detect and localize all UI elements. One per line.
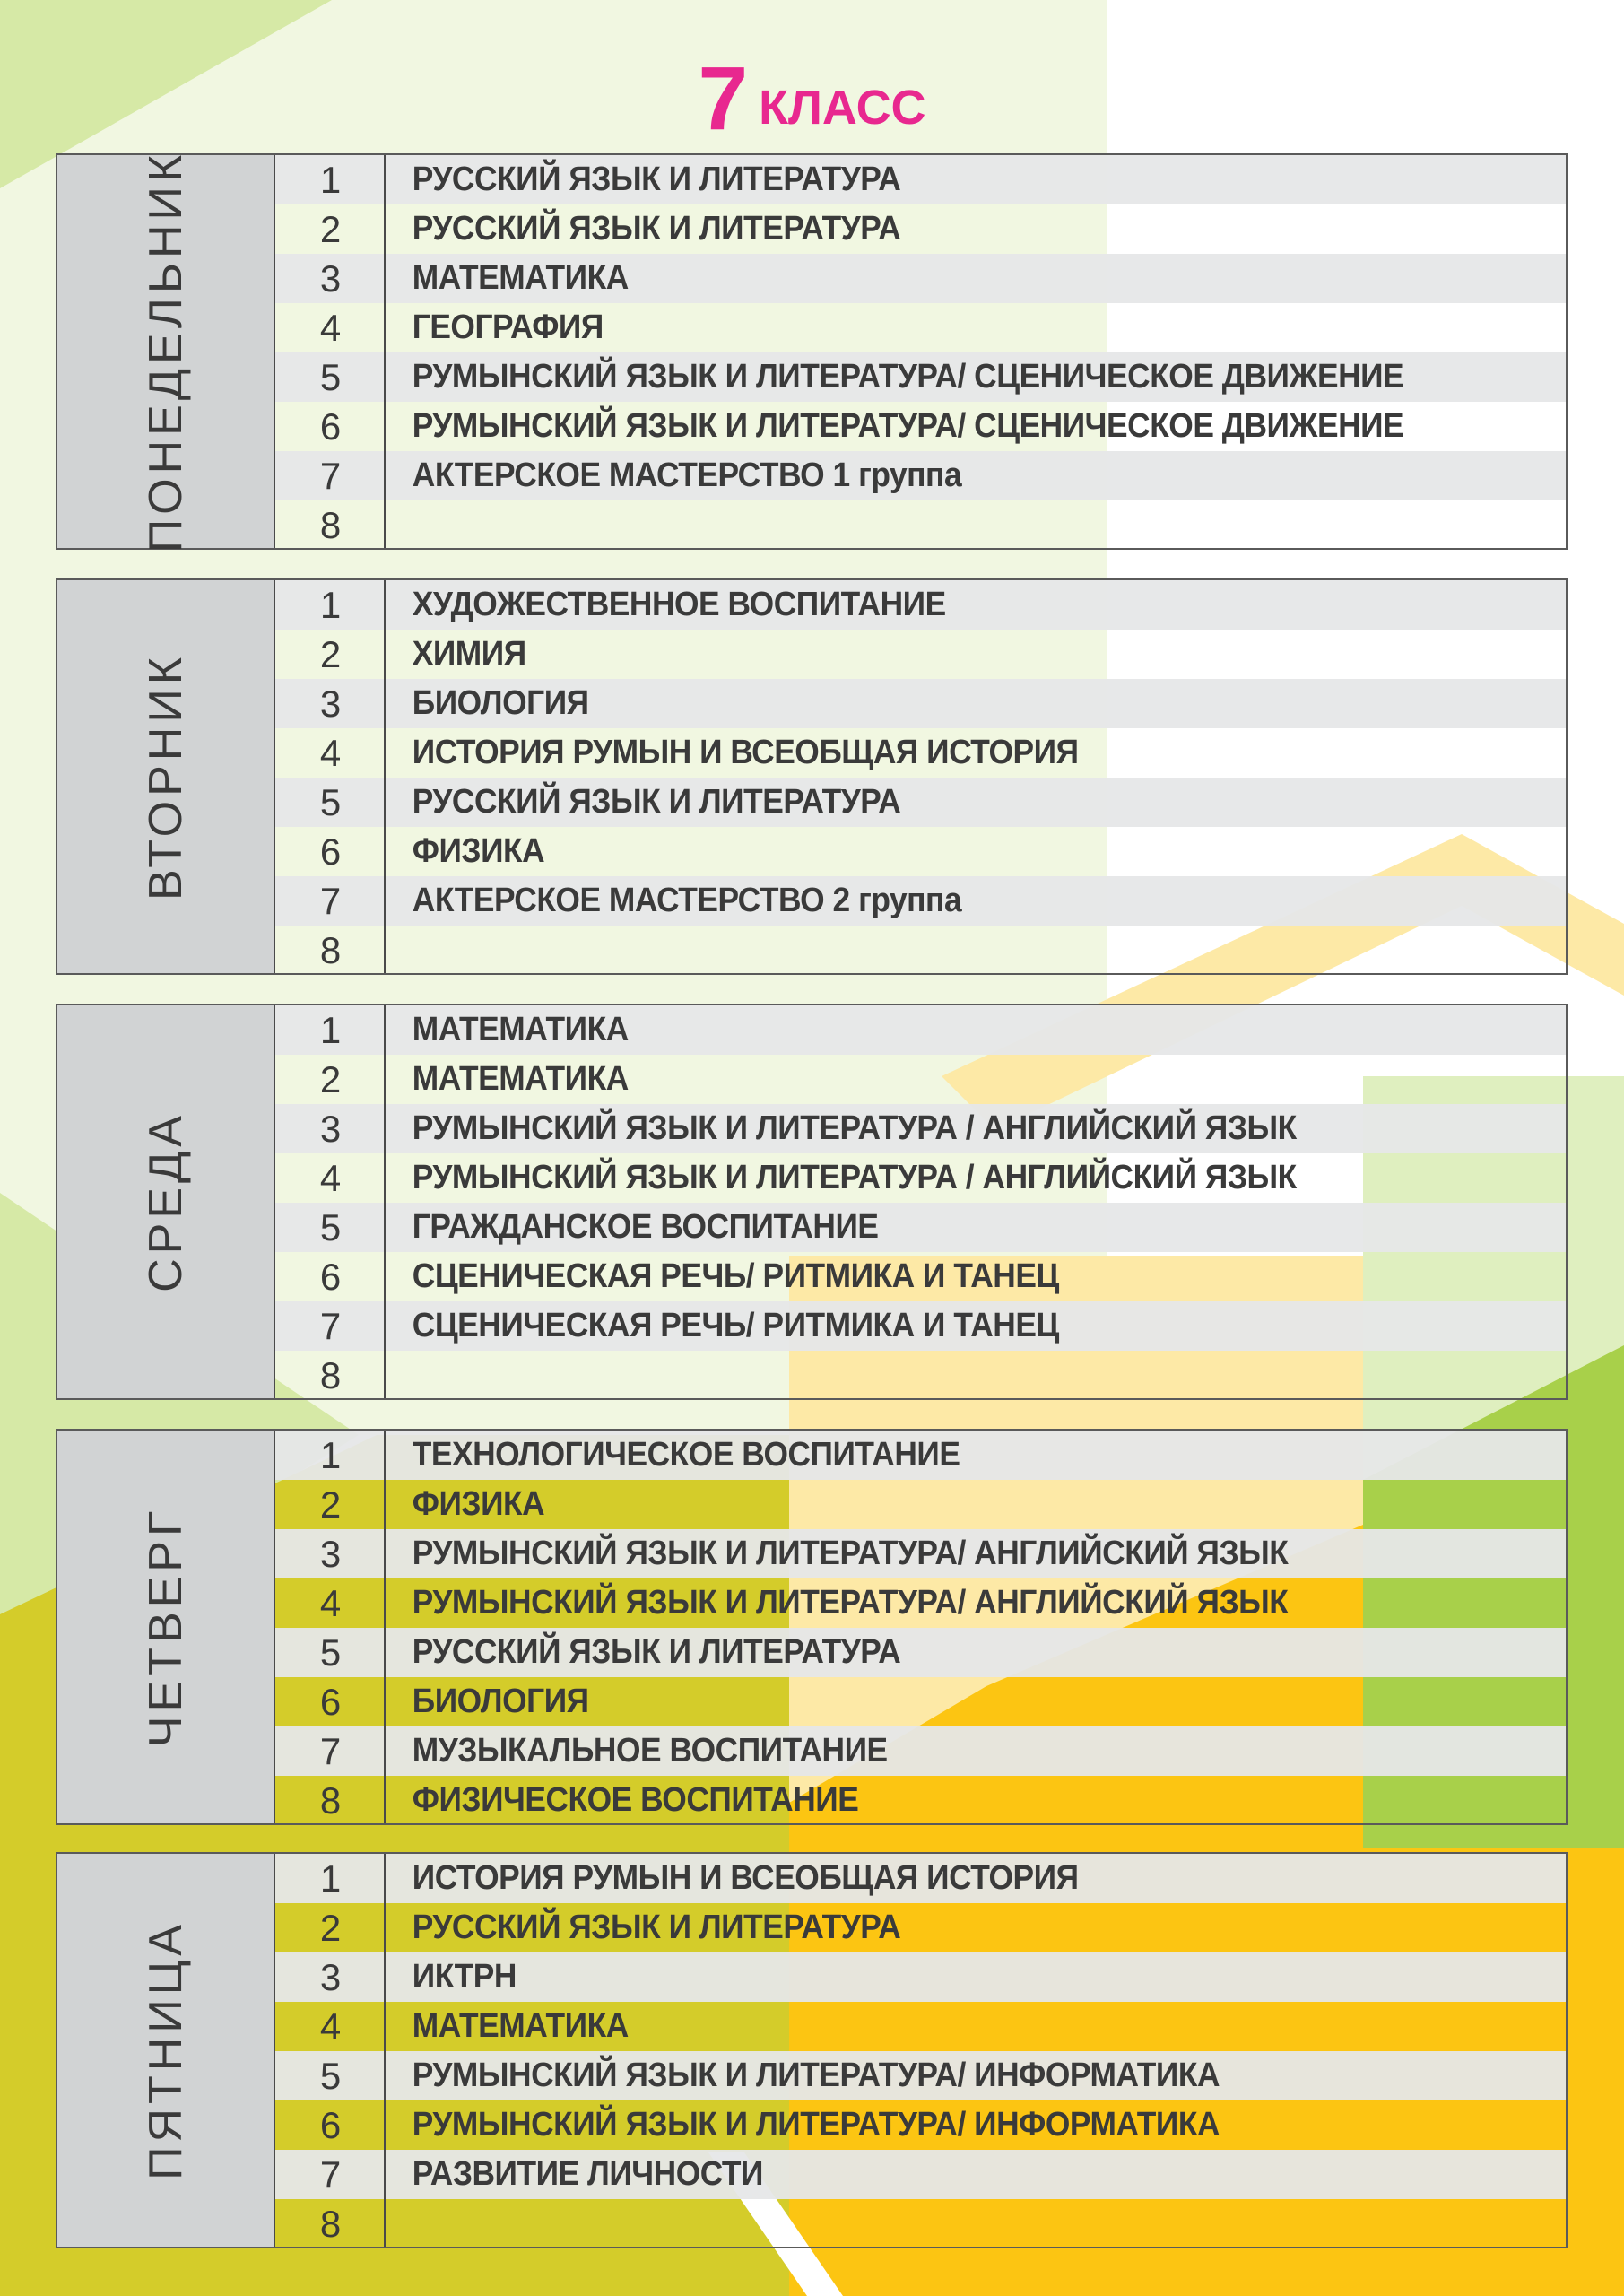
title-class-number: 7 <box>698 48 749 149</box>
lesson-row <box>275 204 1566 254</box>
lesson-row <box>275 2199 1566 2248</box>
lesson-list <box>275 1854 1566 2247</box>
day-name: ПЯТНИЦА <box>139 1920 192 2180</box>
lesson-row <box>275 1203 1566 1252</box>
lesson-subject: РУССКИЙ ЯЗЫК И ЛИТЕРАТУРА <box>412 783 901 821</box>
lesson-number: 5 <box>319 1205 342 1248</box>
lesson-number: 7 <box>319 454 342 497</box>
lesson-subject: ИСТОРИЯ РУМЫН И ВСЕОБЩАЯ ИСТОРИЯ <box>412 734 1079 771</box>
lesson-subject: ИСТОРИЯ РУМЫН И ВСЕОБЩАЯ ИСТОРИЯ <box>412 1859 1079 1897</box>
lesson-row <box>275 2100 1566 2150</box>
lesson-subject: РУМЫНСКИЙ ЯЗЫК И ЛИТЕРАТУРА / АНГЛИЙСКИЙ ЯЗЫК <box>412 1159 1297 1196</box>
lesson-number: 8 <box>319 928 342 971</box>
lesson-row <box>275 580 1566 630</box>
lesson-subject: ХУДОЖЕСТВЕННОЕ ВОСПИТАНИЕ <box>412 586 946 623</box>
lesson-row <box>275 1677 1566 1726</box>
lesson-row <box>275 2150 1566 2199</box>
lesson-number: 3 <box>319 682 342 725</box>
lesson-subject: РУССКИЙ ЯЗЫК И ЛИТЕРАТУРА <box>412 1909 901 1946</box>
lesson-row <box>275 630 1566 679</box>
lesson-subject: РАЗВИТИЕ ЛИЧНОСТИ <box>412 2155 763 2193</box>
day-label <box>57 1431 275 1823</box>
lesson-subject: РУМЫНСКИЙ ЯЗЫК И ЛИТЕРАТУРА/ АНГЛИЙСКИЙ ЯЗЫК <box>412 1584 1289 1622</box>
lesson-number: 8 <box>319 1353 342 1396</box>
lesson-subject: ТЕХНОЛОГИЧЕСКОЕ ВОСПИТАНИЕ <box>412 1436 960 1474</box>
lesson-subject: СЦЕНИЧЕСКАЯ РЕЧЬ/ РИТМИКА И ТАНЕЦ <box>412 1307 1059 1344</box>
lesson-row <box>275 254 1566 303</box>
lesson-number: 4 <box>319 2005 342 2048</box>
lesson-row <box>275 1055 1566 1104</box>
page-title <box>0 48 1624 149</box>
lesson-subject: РУМЫНСКИЙ ЯЗЫК И ЛИТЕРАТУРА / АНГЛИЙСКИЙ ЯЗЫК <box>412 1109 1297 1147</box>
lesson-number: 2 <box>319 1906 342 1949</box>
lesson-subject: РУССКИЙ ЯЗЫК И ЛИТЕРАТУРА <box>412 161 901 198</box>
lesson-number: 7 <box>319 2152 342 2196</box>
lesson-subject: ХИМИЯ <box>412 635 526 673</box>
day-name: ПОНЕДЕЛЬНИК <box>139 150 192 553</box>
lesson-row <box>275 303 1566 352</box>
lesson-number: 7 <box>319 1729 342 1772</box>
lesson-subject: РУМЫНСКИЙ ЯЗЫК И ЛИТЕРАТУРА/ СЦЕНИЧЕСКОЕ ДВИЖЕНИЕ <box>412 358 1404 396</box>
lesson-subject: ФИЗИКА <box>412 832 545 870</box>
lesson-row <box>275 1351 1566 1400</box>
lesson-row <box>275 1529 1566 1578</box>
lesson-number: 3 <box>319 257 342 300</box>
lesson-subject: ГРАЖДАНСКОЕ ВОСПИТАНИЕ <box>412 1208 879 1246</box>
lesson-subject: МУЗЫКАЛЬНОЕ ВОСПИТАНИЕ <box>412 1732 888 1770</box>
lesson-row <box>275 679 1566 728</box>
lesson-subject: СЦЕНИЧЕСКАЯ РЕЧЬ/ РИТМИКА И ТАНЕЦ <box>412 1257 1059 1295</box>
lesson-row <box>275 827 1566 876</box>
lesson-subject: МАТЕМАТИКА <box>412 2007 629 2045</box>
lesson-subject: РУМЫНСКИЙ ЯЗЫК И ЛИТЕРАТУРА/ ИНФОРМАТИКА <box>412 2106 1220 2144</box>
lesson-row <box>275 1903 1566 1952</box>
lesson-row <box>275 1854 1566 1903</box>
lesson-list <box>275 1005 1566 1398</box>
lesson-subject: РУССКИЙ ЯЗЫК И ЛИТЕРАТУРА <box>412 210 901 248</box>
lesson-row <box>275 926 1566 975</box>
lesson-row <box>275 728 1566 778</box>
lesson-row <box>275 876 1566 926</box>
lesson-number: 5 <box>319 1631 342 1674</box>
lesson-number: 2 <box>319 632 342 675</box>
lesson-row <box>275 352 1566 402</box>
lesson-number: 4 <box>319 306 342 349</box>
lesson-row <box>275 402 1566 451</box>
lesson-number: 8 <box>319 2202 342 2245</box>
day-label <box>57 1854 275 2247</box>
lesson-row <box>275 1153 1566 1203</box>
lesson-number: 3 <box>319 1532 342 1575</box>
lesson-number: 5 <box>319 355 342 398</box>
lesson-row <box>275 1776 1566 1825</box>
day-block <box>56 150 1568 553</box>
day-name: ВТОРНИК <box>139 653 192 900</box>
day-label <box>57 150 275 553</box>
lesson-subject: АКТЕРСКОЕ МАСТЕРСТВО 2 группа <box>412 882 962 919</box>
lesson-subject: РУМЫНСКИЙ ЯЗЫК И ЛИТЕРАТУРА/ АНГЛИЙСКИЙ ЯЗЫК <box>412 1535 1289 1572</box>
lesson-number: 7 <box>319 1304 342 1347</box>
lesson-number: 2 <box>319 1057 342 1100</box>
lesson-subject: АКТЕРСКОЕ МАСТЕРСТВО 1 группа <box>412 457 962 494</box>
lesson-number: 8 <box>319 1779 342 1822</box>
day-block <box>56 1852 1568 2248</box>
lesson-list <box>275 155 1566 548</box>
lesson-subject: ИКТРН <box>412 1958 517 1996</box>
lesson-number: 4 <box>319 731 342 774</box>
lesson-row <box>275 451 1566 500</box>
lesson-row <box>275 1252 1566 1301</box>
day-block <box>56 578 1568 975</box>
title-class-word: КЛАСС <box>759 81 926 135</box>
lesson-number: 7 <box>319 879 342 922</box>
day-label <box>57 1005 275 1398</box>
lesson-number: 4 <box>319 1581 342 1624</box>
lesson-subject: ГЕОГРАФИЯ <box>412 309 604 346</box>
lesson-row <box>275 500 1566 550</box>
lesson-list <box>275 1431 1566 1823</box>
lesson-subject: РУМЫНСКИЙ ЯЗЫК И ЛИТЕРАТУРА/ СЦЕНИЧЕСКОЕ ДВИЖЕНИЕ <box>412 407 1404 445</box>
day-name: ЧЕТВЕРГ <box>139 1506 192 1748</box>
lesson-row <box>275 1301 1566 1351</box>
lesson-row <box>275 1628 1566 1677</box>
lesson-number: 1 <box>319 1433 342 1476</box>
lesson-row <box>275 1578 1566 1628</box>
lesson-number: 5 <box>319 2054 342 2097</box>
lesson-number: 1 <box>319 1857 342 1900</box>
lesson-number: 2 <box>319 1483 342 1526</box>
day-block <box>56 1004 1568 1400</box>
lesson-row <box>275 2051 1566 2100</box>
lesson-number: 3 <box>319 1955 342 1998</box>
day-block <box>56 1429 1568 1825</box>
lesson-number: 6 <box>319 404 342 448</box>
lesson-number: 8 <box>319 503 342 546</box>
day-label <box>57 580 275 973</box>
lesson-number: 3 <box>319 1107 342 1150</box>
lesson-list <box>275 580 1566 973</box>
lesson-number: 5 <box>319 780 342 823</box>
lesson-number: 1 <box>319 583 342 626</box>
lesson-row <box>275 1726 1566 1776</box>
lesson-subject: МАТЕМАТИКА <box>412 1060 629 1098</box>
lesson-row <box>275 1431 1566 1480</box>
lesson-number: 2 <box>319 207 342 250</box>
lesson-row <box>275 155 1566 204</box>
lesson-number: 6 <box>319 1255 342 1298</box>
lesson-subject: МАТЕМАТИКА <box>412 259 629 297</box>
lesson-subject: ФИЗИКА <box>412 1485 545 1523</box>
lesson-number: 6 <box>319 2103 342 2146</box>
lesson-subject: ФИЗИЧЕСКОЕ ВОСПИТАНИЕ <box>412 1781 859 1819</box>
lesson-number: 6 <box>319 830 342 873</box>
lesson-number: 1 <box>319 1008 342 1051</box>
lesson-number: 4 <box>319 1156 342 1199</box>
lesson-row <box>275 1480 1566 1529</box>
lesson-number: 1 <box>319 158 342 201</box>
lesson-row <box>275 778 1566 827</box>
lesson-subject: БИОЛОГИЯ <box>412 1683 589 1720</box>
lesson-subject: РУССКИЙ ЯЗЫК И ЛИТЕРАТУРА <box>412 1633 901 1671</box>
lesson-row <box>275 1104 1566 1153</box>
day-name: СРЕДА <box>139 1111 192 1292</box>
lesson-subject: РУМЫНСКИЙ ЯЗЫК И ЛИТЕРАТУРА/ ИНФОРМАТИКА <box>412 2057 1220 2094</box>
lesson-number: 6 <box>319 1680 342 1723</box>
lesson-row <box>275 1952 1566 2002</box>
lesson-row <box>275 2002 1566 2051</box>
lesson-subject: МАТЕМАТИКА <box>412 1011 629 1048</box>
lesson-subject: БИОЛОГИЯ <box>412 684 589 722</box>
lesson-row <box>275 1005 1566 1055</box>
